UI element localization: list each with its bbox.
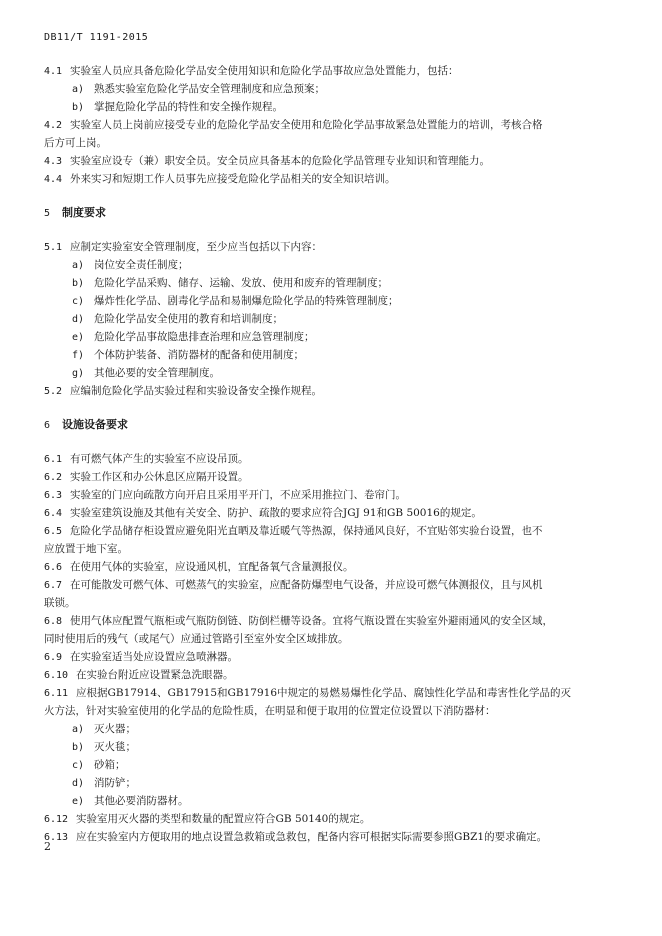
list-item — [44, 364, 604, 382]
list-item — [44, 792, 604, 810]
list-text: 个体防护装备、消防器材的配备和使用制度； — [94, 349, 304, 361]
clause-text: 在使用气体的实验室，应设通风机，宜配备氧气含量测报仪。 — [70, 561, 354, 573]
clause-4-1 — [44, 62, 604, 80]
section-title: 设施设备要求 — [62, 418, 128, 431]
list-marker: e) — [72, 332, 85, 343]
clause-number: 4.2 — [44, 120, 63, 131]
clause-6-1 — [44, 450, 604, 468]
clause-text: 应在实验室内方便取用的地点设置急救箱或急救包，配备内容可根据实际需要参照GBZ1的要求确定。 — [76, 831, 548, 843]
list-marker: a) — [72, 260, 85, 271]
list-item — [44, 720, 604, 738]
clause-continuation: 后方可上岗。 — [44, 137, 107, 149]
clause-text: 实验室人员应具备危险化学品安全使用知识和危险化学品事故应急处置能力，包括： — [70, 65, 459, 77]
list-text: 灭火器； — [94, 723, 136, 735]
clause-text: 实验室应设专（兼）职安全员。安全员应具备基本的危险化学品管理专业知识和管理能力。 — [70, 155, 490, 167]
clause-6-6 — [44, 558, 604, 576]
document-body — [44, 62, 604, 846]
clause-continuation: 联锁。 — [44, 597, 76, 609]
spacer — [44, 400, 604, 416]
list-item — [44, 310, 604, 328]
list-marker: a) — [72, 724, 85, 735]
list-item — [44, 774, 604, 792]
clause-text: 实验室用灭火器的类型和数量的配置应符合GB 50140的规定。 — [76, 813, 371, 825]
list-text: 危险化学品事故隐患排查治理和应急管理制度； — [94, 331, 315, 343]
list-text: 爆炸性化学品、剧毒化学品和易制爆危险化学品的特殊管理制度； — [94, 295, 399, 307]
clause-number: 6.10 — [44, 670, 69, 681]
clause-4-2 — [44, 116, 604, 134]
clause-continuation: 应放置于地下室。 — [44, 543, 128, 555]
clause-6-3 — [44, 486, 604, 504]
clause-continuation: 火方法，针对实验室使用的化学品的危险性质，在明显和便于取用的位置定位设置以下消防器材： — [44, 705, 496, 717]
clause-6-8 — [44, 612, 604, 630]
doc-code-header: DB11/T 1191-2015 — [44, 32, 149, 43]
spacer — [44, 434, 604, 450]
section-title: 制度要求 — [62, 206, 106, 219]
clause-text: 实验工作区和办公休息区应隔开设置。 — [70, 471, 249, 483]
list-text: 岗位安全责任制度； — [94, 259, 189, 271]
clause-6-12 — [44, 810, 604, 828]
clause-number: 6.1 — [44, 454, 63, 465]
section-6-heading — [44, 416, 604, 434]
list-text: 危险化学品安全使用的教育和培训制度； — [94, 313, 283, 325]
section-5-heading — [44, 204, 604, 222]
list-marker: c) — [72, 760, 85, 771]
clause-6-2 — [44, 468, 604, 486]
clause-4-4 — [44, 170, 604, 188]
clause-text: 在可能散发可燃气体、可燃蒸气的实验室，应配备防爆型电气设备，并应设可燃气体测报仪，且与风机 — [70, 579, 543, 591]
clause-continuation: 同时使用后的残气（或尾气）应通过管路引至室外安全区域排放。 — [44, 633, 349, 645]
clause-number: 6.9 — [44, 652, 63, 663]
clause-6-10 — [44, 666, 604, 684]
list-marker: b) — [72, 102, 85, 113]
clause-number: 6.6 — [44, 562, 63, 573]
clause-text: 实验室的门应向疏散方向开启且采用平开门，不应采用推拉门、卷帘门。 — [70, 489, 406, 501]
clause-number: 4.4 — [44, 174, 63, 185]
clause-text: 外来实习和短期工作人员事先应接受危险化学品相关的安全知识培训。 — [70, 173, 396, 185]
clause-text: 实验室人员上岗前应接受专业的危险化学品安全使用和危险化学品事故紧急处置能力的培训，考核合格 — [70, 119, 543, 131]
list-marker: b) — [72, 278, 85, 289]
list-marker: d) — [72, 778, 85, 789]
list-text: 危险化学品采购、储存、运输、发放、使用和废弃的管理制度； — [94, 277, 388, 289]
clause-6-9 — [44, 648, 604, 666]
list-text: 掌握危险化学品的特性和安全操作规程。 — [94, 101, 283, 113]
clause-number: 6.12 — [44, 814, 69, 825]
clause-text: 应根据GB17914、GB17915和GB17916中规定的易燃易爆性化学品、腐蚀性化学品和毒害性化学品的灭 — [76, 687, 572, 699]
clause-text: 应编制危险化学品实验过程和实验设备安全操作规程。 — [70, 385, 322, 397]
page-number: 2 — [44, 840, 51, 853]
clause-text: 危险化学品储存柜设置应避免阳光直晒及靠近暖气等热源，保持通风良好，不宜贴邻实验台设置，也不 — [70, 525, 543, 537]
list-item — [44, 738, 604, 756]
list-marker: g) — [72, 368, 85, 379]
clause-number: 5.1 — [44, 242, 63, 253]
list-marker: d) — [72, 314, 85, 325]
clause-number: 6.5 — [44, 526, 63, 537]
clause-5-2 — [44, 382, 604, 400]
clause-5-1 — [44, 238, 604, 256]
clause-number: 6.7 — [44, 580, 63, 591]
clause-6-7 — [44, 576, 604, 594]
clause-number: 6.8 — [44, 616, 63, 627]
list-text: 砂箱； — [94, 759, 126, 771]
clause-number: 4.3 — [44, 156, 63, 167]
clause-text: 有可燃气体产生的实验室不应设吊顶。 — [70, 453, 249, 465]
clause-text: 实验室建筑设施及其他有关安全、防护、疏散的要求应符合JGJ 91和GB 50016的规定。 — [70, 507, 482, 519]
list-item — [44, 256, 604, 274]
clause-number: 6.13 — [44, 832, 69, 843]
list-text: 灭火毯； — [94, 741, 136, 753]
list-marker: c) — [72, 296, 85, 307]
section-number: 6 — [44, 420, 51, 431]
list-marker: e) — [72, 796, 85, 807]
list-text: 其他必要的安全管理制度。 — [94, 367, 220, 379]
spacer — [44, 222, 604, 238]
clause-number: 6.4 — [44, 508, 63, 519]
clause-6-5 — [44, 522, 604, 540]
list-text: 消防铲； — [94, 777, 136, 789]
list-text: 其他必要消防器材。 — [94, 795, 189, 807]
clause-6-11 — [44, 684, 604, 702]
list-marker: b) — [72, 742, 85, 753]
spacer — [44, 188, 604, 204]
list-item — [44, 98, 604, 116]
clause-number: 4.1 — [44, 66, 63, 77]
list-marker: f) — [72, 350, 85, 361]
clause-text: 在实验台附近应设置紧急洗眼器。 — [76, 669, 234, 681]
clause-4-3 — [44, 152, 604, 170]
list-marker: a) — [72, 84, 85, 95]
section-number: 5 — [44, 208, 51, 219]
clause-text: 在实验室适当处应设置应急喷淋器。 — [70, 651, 238, 663]
clause-6-4 — [44, 504, 604, 522]
clause-number: 6.3 — [44, 490, 63, 501]
list-item — [44, 346, 604, 364]
list-item — [44, 274, 604, 292]
clause-number: 6.11 — [44, 688, 69, 699]
clause-text: 使用气体应配置气瓶柜或气瓶防倒链、防倒栏栅等设备。宜将气瓶设置在实验室外避雨通风的安全区域， — [70, 615, 553, 627]
list-item — [44, 328, 604, 346]
clause-number: 6.2 — [44, 472, 63, 483]
list-text: 熟悉实验室危险化学品安全管理制度和应急预案； — [94, 83, 325, 95]
list-item — [44, 756, 604, 774]
clause-6-13 — [44, 828, 604, 846]
list-item — [44, 80, 604, 98]
list-item — [44, 292, 604, 310]
clause-text: 应制定实验室安全管理制度，至少应当包括以下内容： — [70, 241, 322, 253]
clause-number: 5.2 — [44, 386, 63, 397]
